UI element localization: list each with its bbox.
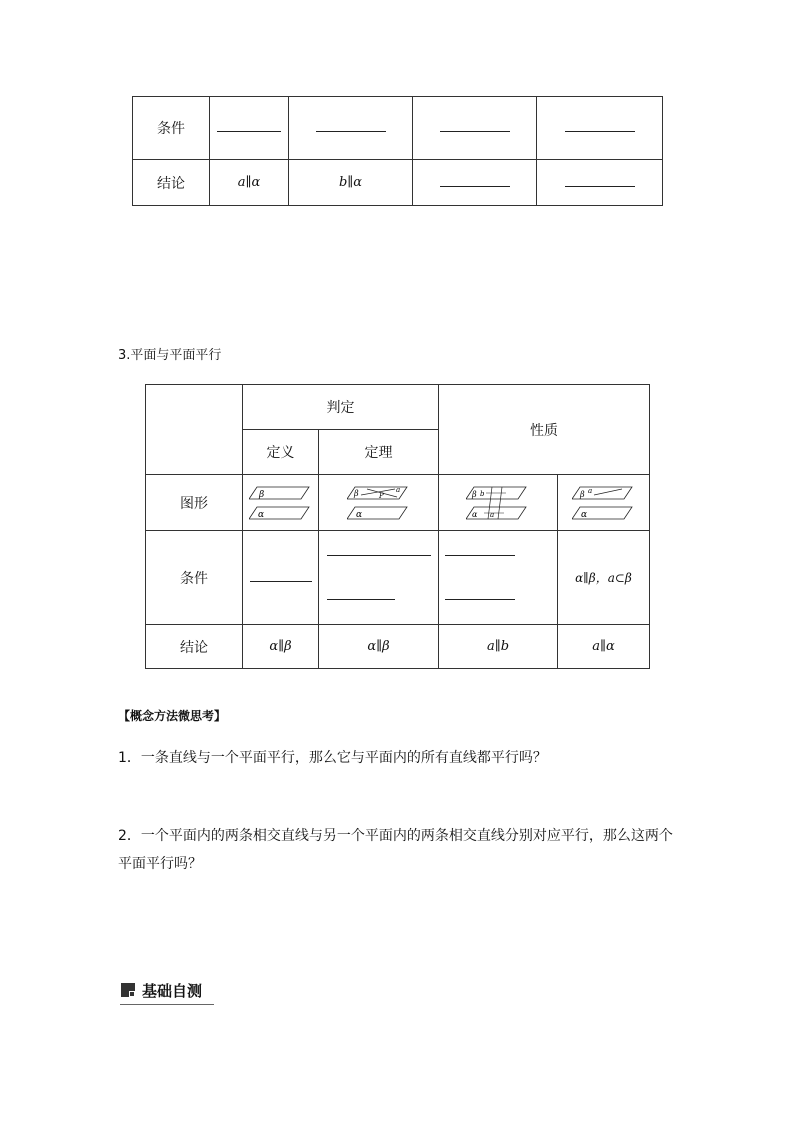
condition-blanks-theorem bbox=[319, 531, 439, 625]
conclusion-cell: a∥α bbox=[210, 160, 289, 206]
question-1: 1．一条直线与一个平面平行，那么它与平面内的所有直线都平行吗？ bbox=[118, 750, 547, 766]
figure-theorem bbox=[319, 475, 439, 531]
figure-property-2 bbox=[558, 475, 650, 531]
blank-corner bbox=[146, 385, 243, 475]
figure-definition bbox=[243, 475, 319, 531]
svg-text:β: β bbox=[579, 489, 585, 499]
condition-blank bbox=[413, 97, 537, 160]
square-icon bbox=[121, 983, 135, 997]
conclusion-property-1: a∥b bbox=[439, 625, 558, 669]
row-label-figure: 图形 bbox=[146, 475, 243, 531]
svg-text:α: α bbox=[472, 509, 478, 519]
section-heading-text: 基础自测 bbox=[142, 982, 203, 1000]
theorem-figure bbox=[347, 483, 411, 523]
svg-text:a: a bbox=[395, 485, 400, 494]
header-judge: 判定 bbox=[243, 385, 439, 430]
subheader-definition: 定义 bbox=[243, 430, 319, 475]
conclusion-label: 结论 bbox=[133, 160, 210, 206]
svg-text:β: β bbox=[353, 488, 359, 498]
svg-text:a: a bbox=[490, 510, 495, 519]
svg-text:b: b bbox=[480, 489, 485, 498]
subheader-theorem: 定理 bbox=[319, 430, 439, 475]
condition-property-2: α∥β，a⊂β bbox=[558, 531, 650, 625]
row-label-conclusion: 结论 bbox=[146, 625, 243, 669]
question-2-line-2: 平面平行吗？ bbox=[118, 856, 202, 872]
svg-text:P: P bbox=[378, 491, 384, 500]
plane-plane-table bbox=[145, 384, 650, 669]
conclusion-property-2: a∥α bbox=[558, 625, 650, 669]
concept-header: 【概念方法微思考】 bbox=[118, 709, 227, 723]
property-figure-2 bbox=[572, 483, 636, 523]
conclusion-blank bbox=[413, 160, 537, 206]
header-property: 性质 bbox=[439, 385, 650, 475]
question-2-line-1: 2．一个平面内的两条相交直线与另一个平面内的两条相交直线分别对应平行，那么这两个 bbox=[118, 828, 673, 844]
conclusion-blank bbox=[537, 160, 663, 206]
svg-text:a: a bbox=[587, 486, 592, 495]
section-heading bbox=[120, 980, 214, 1005]
conclusion-theorem: α∥β bbox=[319, 625, 439, 669]
condition-blanks-property bbox=[439, 531, 558, 625]
svg-text:α: α bbox=[580, 509, 587, 520]
parallel-planes-figure bbox=[249, 483, 313, 523]
svg-text:β: β bbox=[258, 489, 264, 500]
condition-blank-def bbox=[243, 531, 319, 625]
condition-blank bbox=[537, 97, 663, 160]
conclusion-def: α∥β bbox=[243, 625, 319, 669]
section-3-title bbox=[118, 344, 221, 369]
figure-property-1 bbox=[439, 475, 558, 531]
condition-blank bbox=[210, 97, 289, 160]
line-plane-table bbox=[132, 96, 663, 206]
condition-blank bbox=[289, 97, 413, 160]
condition-label: 条件 bbox=[133, 97, 210, 160]
row-label-condition: 条件 bbox=[146, 531, 243, 625]
svg-text:α: α bbox=[257, 509, 264, 520]
conclusion-cell: b∥α bbox=[289, 160, 413, 206]
property-figure-1 bbox=[466, 483, 530, 523]
svg-text:β: β bbox=[472, 489, 477, 499]
svg-text:α: α bbox=[355, 509, 362, 520]
section-3-title-text: 3.平面与平面平行 bbox=[118, 348, 222, 363]
